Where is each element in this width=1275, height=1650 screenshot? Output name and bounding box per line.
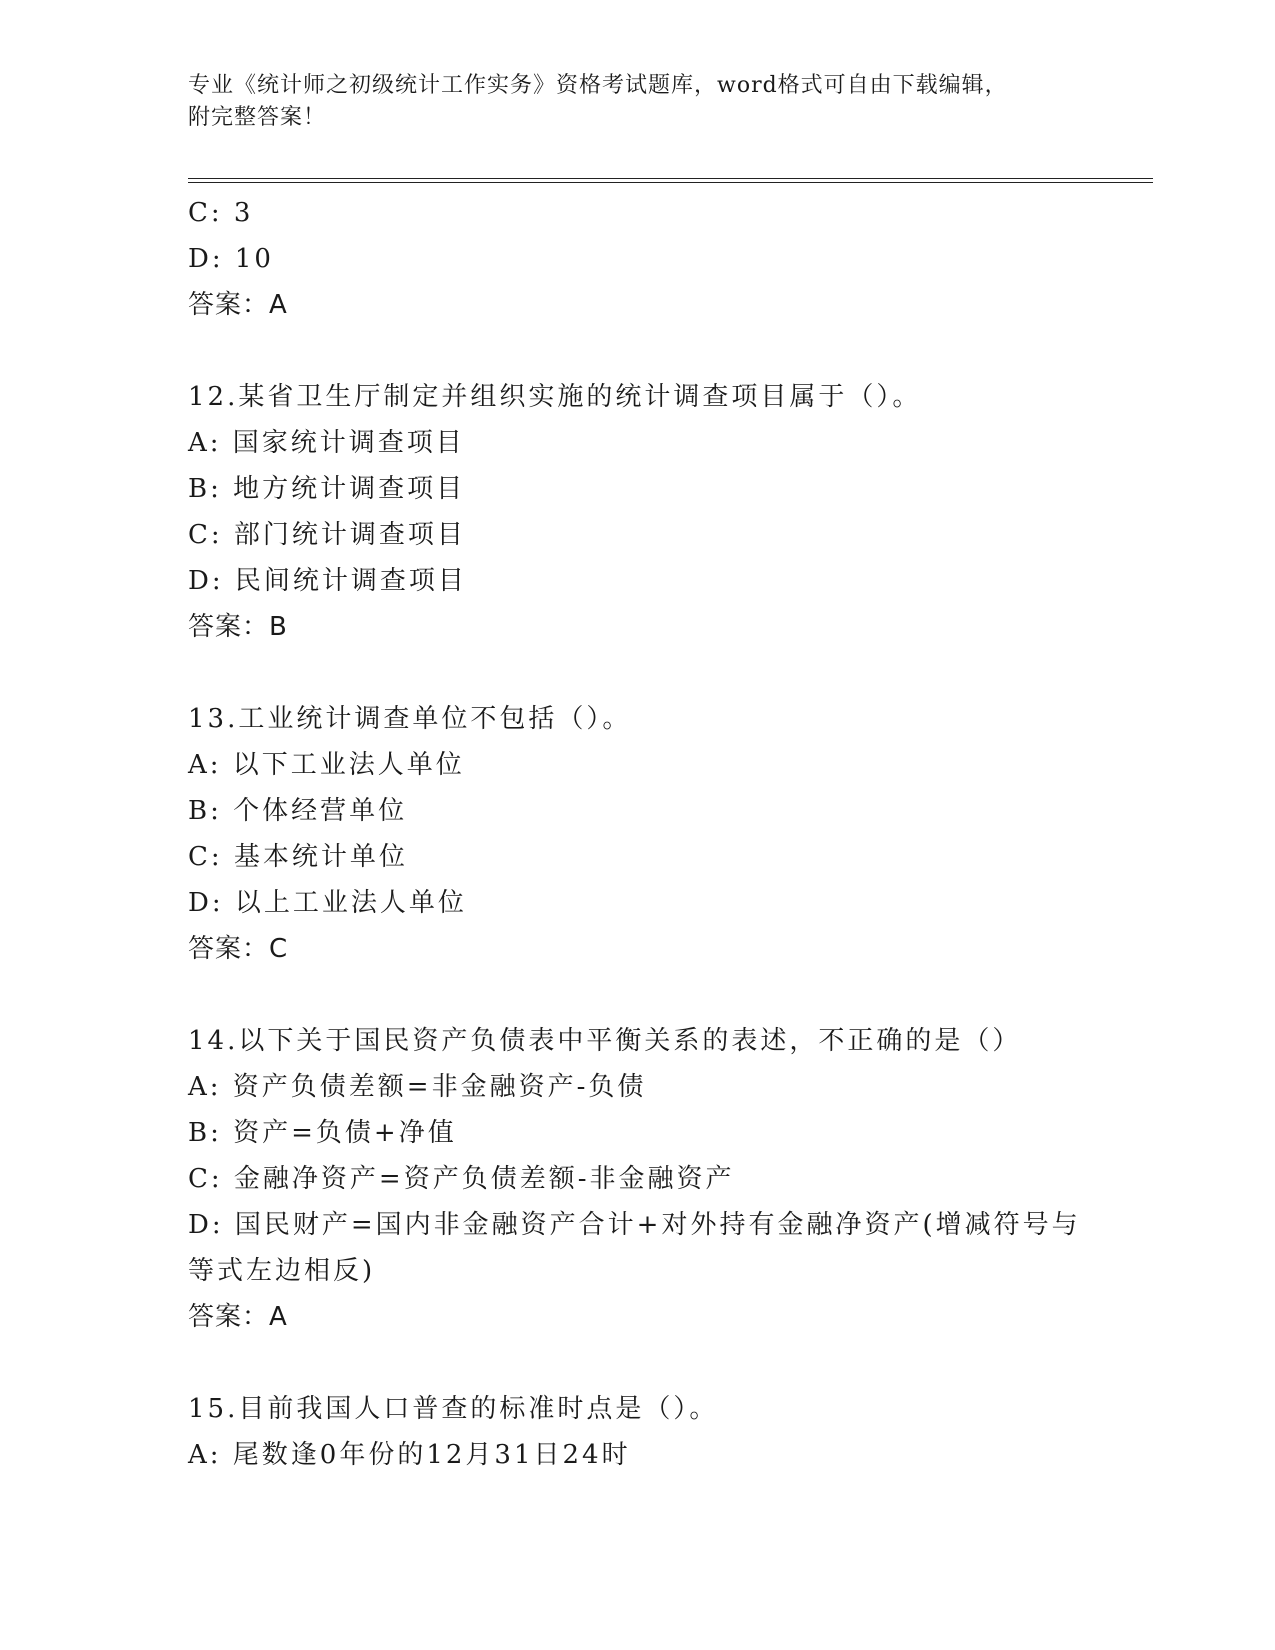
option-d: D: 10: [188, 244, 274, 274]
option-c: C: 部门统计调查项目: [188, 520, 466, 550]
option-a: A: 资产负债差额=非金融资产-负债: [188, 1072, 647, 1102]
question-list: [188, 190, 1108, 1478]
option-a: A: 尾数逢0年份的12月31日24时: [188, 1440, 631, 1470]
header-line-2: 附完整答案！: [188, 105, 327, 130]
question-stem: 14.以下关于国民资产负债表中平衡关系的表述，不正确的是（）: [188, 1026, 1022, 1056]
answer: 答案：C: [188, 934, 289, 964]
option-d: D: 以上工业法人单位: [188, 888, 467, 918]
question-stem: 15.目前我国人口普查的标准时点是（）。: [188, 1394, 719, 1424]
option-c: C: 基本统计单位: [188, 842, 408, 872]
option-b: B: 资产=负债+净值: [188, 1118, 457, 1148]
option-d-line-2: 等式左边相反): [188, 1256, 376, 1286]
answer: 答案：A: [188, 1302, 288, 1332]
question-stem: 12.某省卫生厅制定并组织实施的统计调查项目属于（）。: [188, 382, 922, 412]
option-b: B: 地方统计调查项目: [188, 474, 466, 504]
question-11-tail: [188, 190, 1108, 328]
option-c: C: 3: [188, 198, 254, 228]
option-a: A: 以下工业法人单位: [188, 750, 465, 780]
spacer: [188, 972, 1108, 1018]
header-line-1: 专业《统计师之初级统计工作实务》资格考试题库，word格式可自由下载编辑，: [188, 73, 1008, 98]
option-b: B: 个体经营单位: [188, 796, 408, 826]
option-d: D: 民间统计调查项目: [188, 566, 467, 596]
option-c: C: 金融净资产=资产负债差额-非金融资产: [188, 1164, 735, 1194]
question-13: [188, 696, 1108, 972]
option-a: A: 国家统计调查项目: [188, 428, 465, 458]
answer: 答案：B: [188, 612, 288, 642]
option-d-line-1: D: 国民财产=国内非金融资产合计+对外持有金融净资产(增减符号与: [188, 1210, 1081, 1240]
document-header: [188, 70, 1088, 134]
question-12: [188, 374, 1108, 650]
question-15: [188, 1386, 1108, 1478]
spacer: [188, 650, 1108, 696]
spacer: [188, 328, 1108, 374]
header-divider: [188, 178, 1153, 183]
answer: 答案：A: [188, 290, 288, 320]
question-14: [188, 1018, 1108, 1340]
spacer: [188, 1340, 1108, 1386]
question-stem: 13.工业统计调查单位不包括（）。: [188, 704, 632, 734]
